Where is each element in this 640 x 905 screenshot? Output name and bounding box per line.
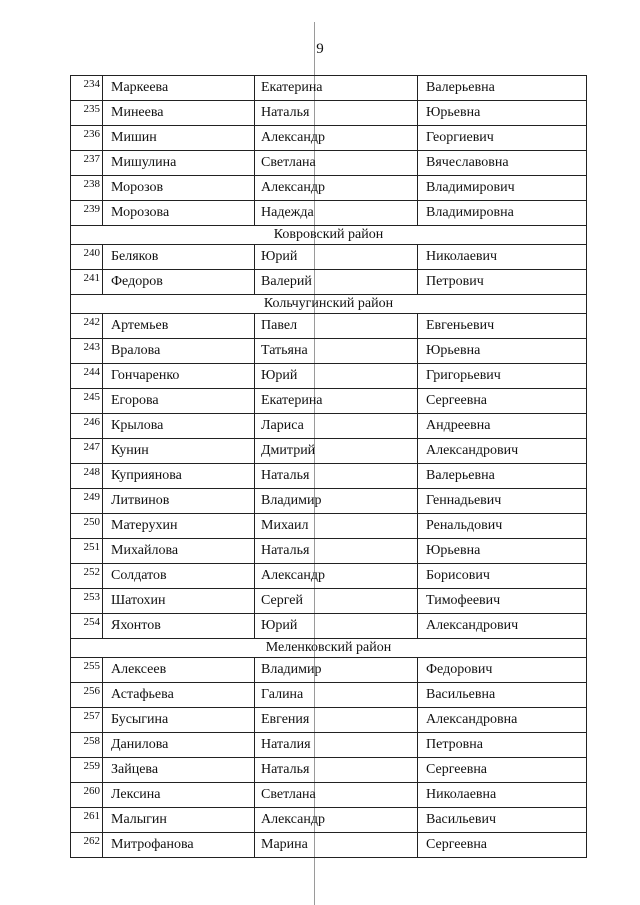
first-name-cell: Александр: [255, 126, 418, 151]
patronymic-cell: Сергеевна: [418, 833, 587, 858]
table-row: [71, 589, 587, 614]
row-number: 250: [71, 514, 103, 539]
table-row: [71, 758, 587, 783]
patronymic-cell: Сергеевна: [418, 758, 587, 783]
first-name-cell: Сергей: [255, 589, 418, 614]
table-row: [71, 439, 587, 464]
patronymic-cell: Вячеславовна: [418, 151, 587, 176]
patronymic-cell: Юрьевна: [418, 101, 587, 126]
row-number: 241: [71, 270, 103, 295]
district-name: Кольчугинский район: [71, 295, 587, 314]
patronymic-cell: Федорович: [418, 658, 587, 683]
row-number: 247: [71, 439, 103, 464]
row-number: 260: [71, 783, 103, 808]
first-name-cell: Галина: [255, 683, 418, 708]
patronymic-cell: Валерьевна: [418, 76, 587, 101]
last-name-cell: Крылова: [103, 414, 255, 439]
row-number: 254: [71, 614, 103, 639]
first-name-cell: Юрий: [255, 614, 418, 639]
table-row: [71, 101, 587, 126]
district-name: Меленковский район: [71, 639, 587, 658]
last-name-cell: Лексина: [103, 783, 255, 808]
patronymic-cell: Тимофеевич: [418, 589, 587, 614]
page-number: 9: [316, 41, 324, 57]
table-row: [71, 364, 587, 389]
last-name-cell: Егорова: [103, 389, 255, 414]
table-row: [71, 683, 587, 708]
last-name-cell: Митрофанова: [103, 833, 255, 858]
last-name-cell: Мишин: [103, 126, 255, 151]
table-row: [71, 783, 587, 808]
patronymic-cell: Юрьевна: [418, 339, 587, 364]
first-name-cell: Александр: [255, 808, 418, 833]
patronymic-cell: Ренальдович: [418, 514, 587, 539]
row-number: 237: [71, 151, 103, 176]
patronymic-cell: Владимирович: [418, 176, 587, 201]
row-number: 248: [71, 464, 103, 489]
table-row: [71, 514, 587, 539]
last-name-cell: Морозов: [103, 176, 255, 201]
first-name-cell: Наталья: [255, 101, 418, 126]
row-number: 246: [71, 414, 103, 439]
row-number: 253: [71, 589, 103, 614]
last-name-cell: Кунин: [103, 439, 255, 464]
row-number: 259: [71, 758, 103, 783]
district-header-row: [71, 295, 587, 314]
last-name-cell: Минеева: [103, 101, 255, 126]
last-name-cell: Морозова: [103, 201, 255, 226]
row-number: 242: [71, 314, 103, 339]
row-number: 245: [71, 389, 103, 414]
first-name-cell: Наталья: [255, 539, 418, 564]
row-number: 234: [71, 76, 103, 101]
first-name-cell: Екатерина: [255, 76, 418, 101]
last-name-cell: Михайлова: [103, 539, 255, 564]
patronymic-cell: Георгиевич: [418, 126, 587, 151]
table-row: [71, 464, 587, 489]
last-name-cell: Яхонтов: [103, 614, 255, 639]
last-name-cell: Маркеева: [103, 76, 255, 101]
last-name-cell: Алексеев: [103, 658, 255, 683]
table-row: [71, 339, 587, 364]
patronymic-cell: Владимировна: [418, 201, 587, 226]
table-row: [71, 389, 587, 414]
first-name-cell: Наталья: [255, 464, 418, 489]
last-name-cell: Беляков: [103, 245, 255, 270]
table-row: [71, 539, 587, 564]
last-name-cell: Солдатов: [103, 564, 255, 589]
last-name-cell: Федоров: [103, 270, 255, 295]
patronymic-cell: Валерьевна: [418, 464, 587, 489]
row-number: 249: [71, 489, 103, 514]
first-name-cell: Надежда: [255, 201, 418, 226]
row-number: 244: [71, 364, 103, 389]
first-name-cell: Светлана: [255, 783, 418, 808]
last-name-cell: Литвинов: [103, 489, 255, 514]
first-name-cell: Павел: [255, 314, 418, 339]
first-name-cell: Екатерина: [255, 389, 418, 414]
last-name-cell: Данилова: [103, 733, 255, 758]
district-name: Ковровский район: [71, 226, 587, 245]
first-name-cell: Юрий: [255, 364, 418, 389]
last-name-cell: Гончаренко: [103, 364, 255, 389]
district-header-row: [71, 639, 587, 658]
table-row: [71, 414, 587, 439]
first-name-cell: Евгения: [255, 708, 418, 733]
row-number: 257: [71, 708, 103, 733]
table-row: [71, 808, 587, 833]
table-row: [71, 733, 587, 758]
patronymic-cell: Васильевна: [418, 683, 587, 708]
row-number: 243: [71, 339, 103, 364]
patronymic-cell: Геннадьевич: [418, 489, 587, 514]
patronymic-cell: Евгеньевич: [418, 314, 587, 339]
first-name-cell: Лариса: [255, 414, 418, 439]
table-row: [71, 245, 587, 270]
first-name-cell: Михаил: [255, 514, 418, 539]
row-number: 258: [71, 733, 103, 758]
first-name-cell: Татьяна: [255, 339, 418, 364]
row-number: 256: [71, 683, 103, 708]
district-header-row: [71, 226, 587, 245]
row-number: 238: [71, 176, 103, 201]
table-row: [71, 151, 587, 176]
last-name-cell: Куприянова: [103, 464, 255, 489]
first-name-cell: Марина: [255, 833, 418, 858]
row-number: 235: [71, 101, 103, 126]
row-number: 252: [71, 564, 103, 589]
table-row: [71, 76, 587, 101]
last-name-cell: Мишулина: [103, 151, 255, 176]
patronymic-cell: Александрович: [418, 439, 587, 464]
first-name-cell: Наталия: [255, 733, 418, 758]
table-row: [71, 176, 587, 201]
last-name-cell: Матерухин: [103, 514, 255, 539]
first-name-cell: Светлана: [255, 151, 418, 176]
table-row: [71, 201, 587, 226]
row-number: 240: [71, 245, 103, 270]
row-number: 262: [71, 833, 103, 858]
patronymic-cell: Петрович: [418, 270, 587, 295]
row-number: 239: [71, 201, 103, 226]
table-row: [71, 126, 587, 151]
table-row: [71, 489, 587, 514]
first-name-cell: Валерий: [255, 270, 418, 295]
last-name-cell: Артемьев: [103, 314, 255, 339]
last-name-cell: Астафьева: [103, 683, 255, 708]
table-row: [71, 833, 587, 858]
first-name-cell: Владимир: [255, 658, 418, 683]
patronymic-cell: Андреевна: [418, 414, 587, 439]
table-row: [71, 614, 587, 639]
roster-table: [70, 75, 587, 858]
patronymic-cell: Григорьевич: [418, 364, 587, 389]
first-name-cell: Наталья: [255, 758, 418, 783]
last-name-cell: Бусыгина: [103, 708, 255, 733]
table-row: [71, 314, 587, 339]
last-name-cell: Шатохин: [103, 589, 255, 614]
table-row: [71, 708, 587, 733]
last-name-cell: Малыгин: [103, 808, 255, 833]
patronymic-cell: Юрьевна: [418, 539, 587, 564]
row-number: 261: [71, 808, 103, 833]
patronymic-cell: Николаевич: [418, 245, 587, 270]
last-name-cell: Вралова: [103, 339, 255, 364]
last-name-cell: Зайцева: [103, 758, 255, 783]
table-row: [71, 564, 587, 589]
patronymic-cell: Николаевна: [418, 783, 587, 808]
first-name-cell: Владимир: [255, 489, 418, 514]
first-name-cell: Александр: [255, 564, 418, 589]
first-name-cell: Юрий: [255, 245, 418, 270]
patronymic-cell: Васильевич: [418, 808, 587, 833]
table-row: [71, 658, 587, 683]
row-number: 251: [71, 539, 103, 564]
patronymic-cell: Сергеевна: [418, 389, 587, 414]
patronymic-cell: Александровна: [418, 708, 587, 733]
first-name-cell: Александр: [255, 176, 418, 201]
row-number: 255: [71, 658, 103, 683]
patronymic-cell: Петровна: [418, 733, 587, 758]
patronymic-cell: Борисович: [418, 564, 587, 589]
table-row: [71, 270, 587, 295]
first-name-cell: Дмитрий: [255, 439, 418, 464]
patronymic-cell: Александрович: [418, 614, 587, 639]
row-number: 236: [71, 126, 103, 151]
